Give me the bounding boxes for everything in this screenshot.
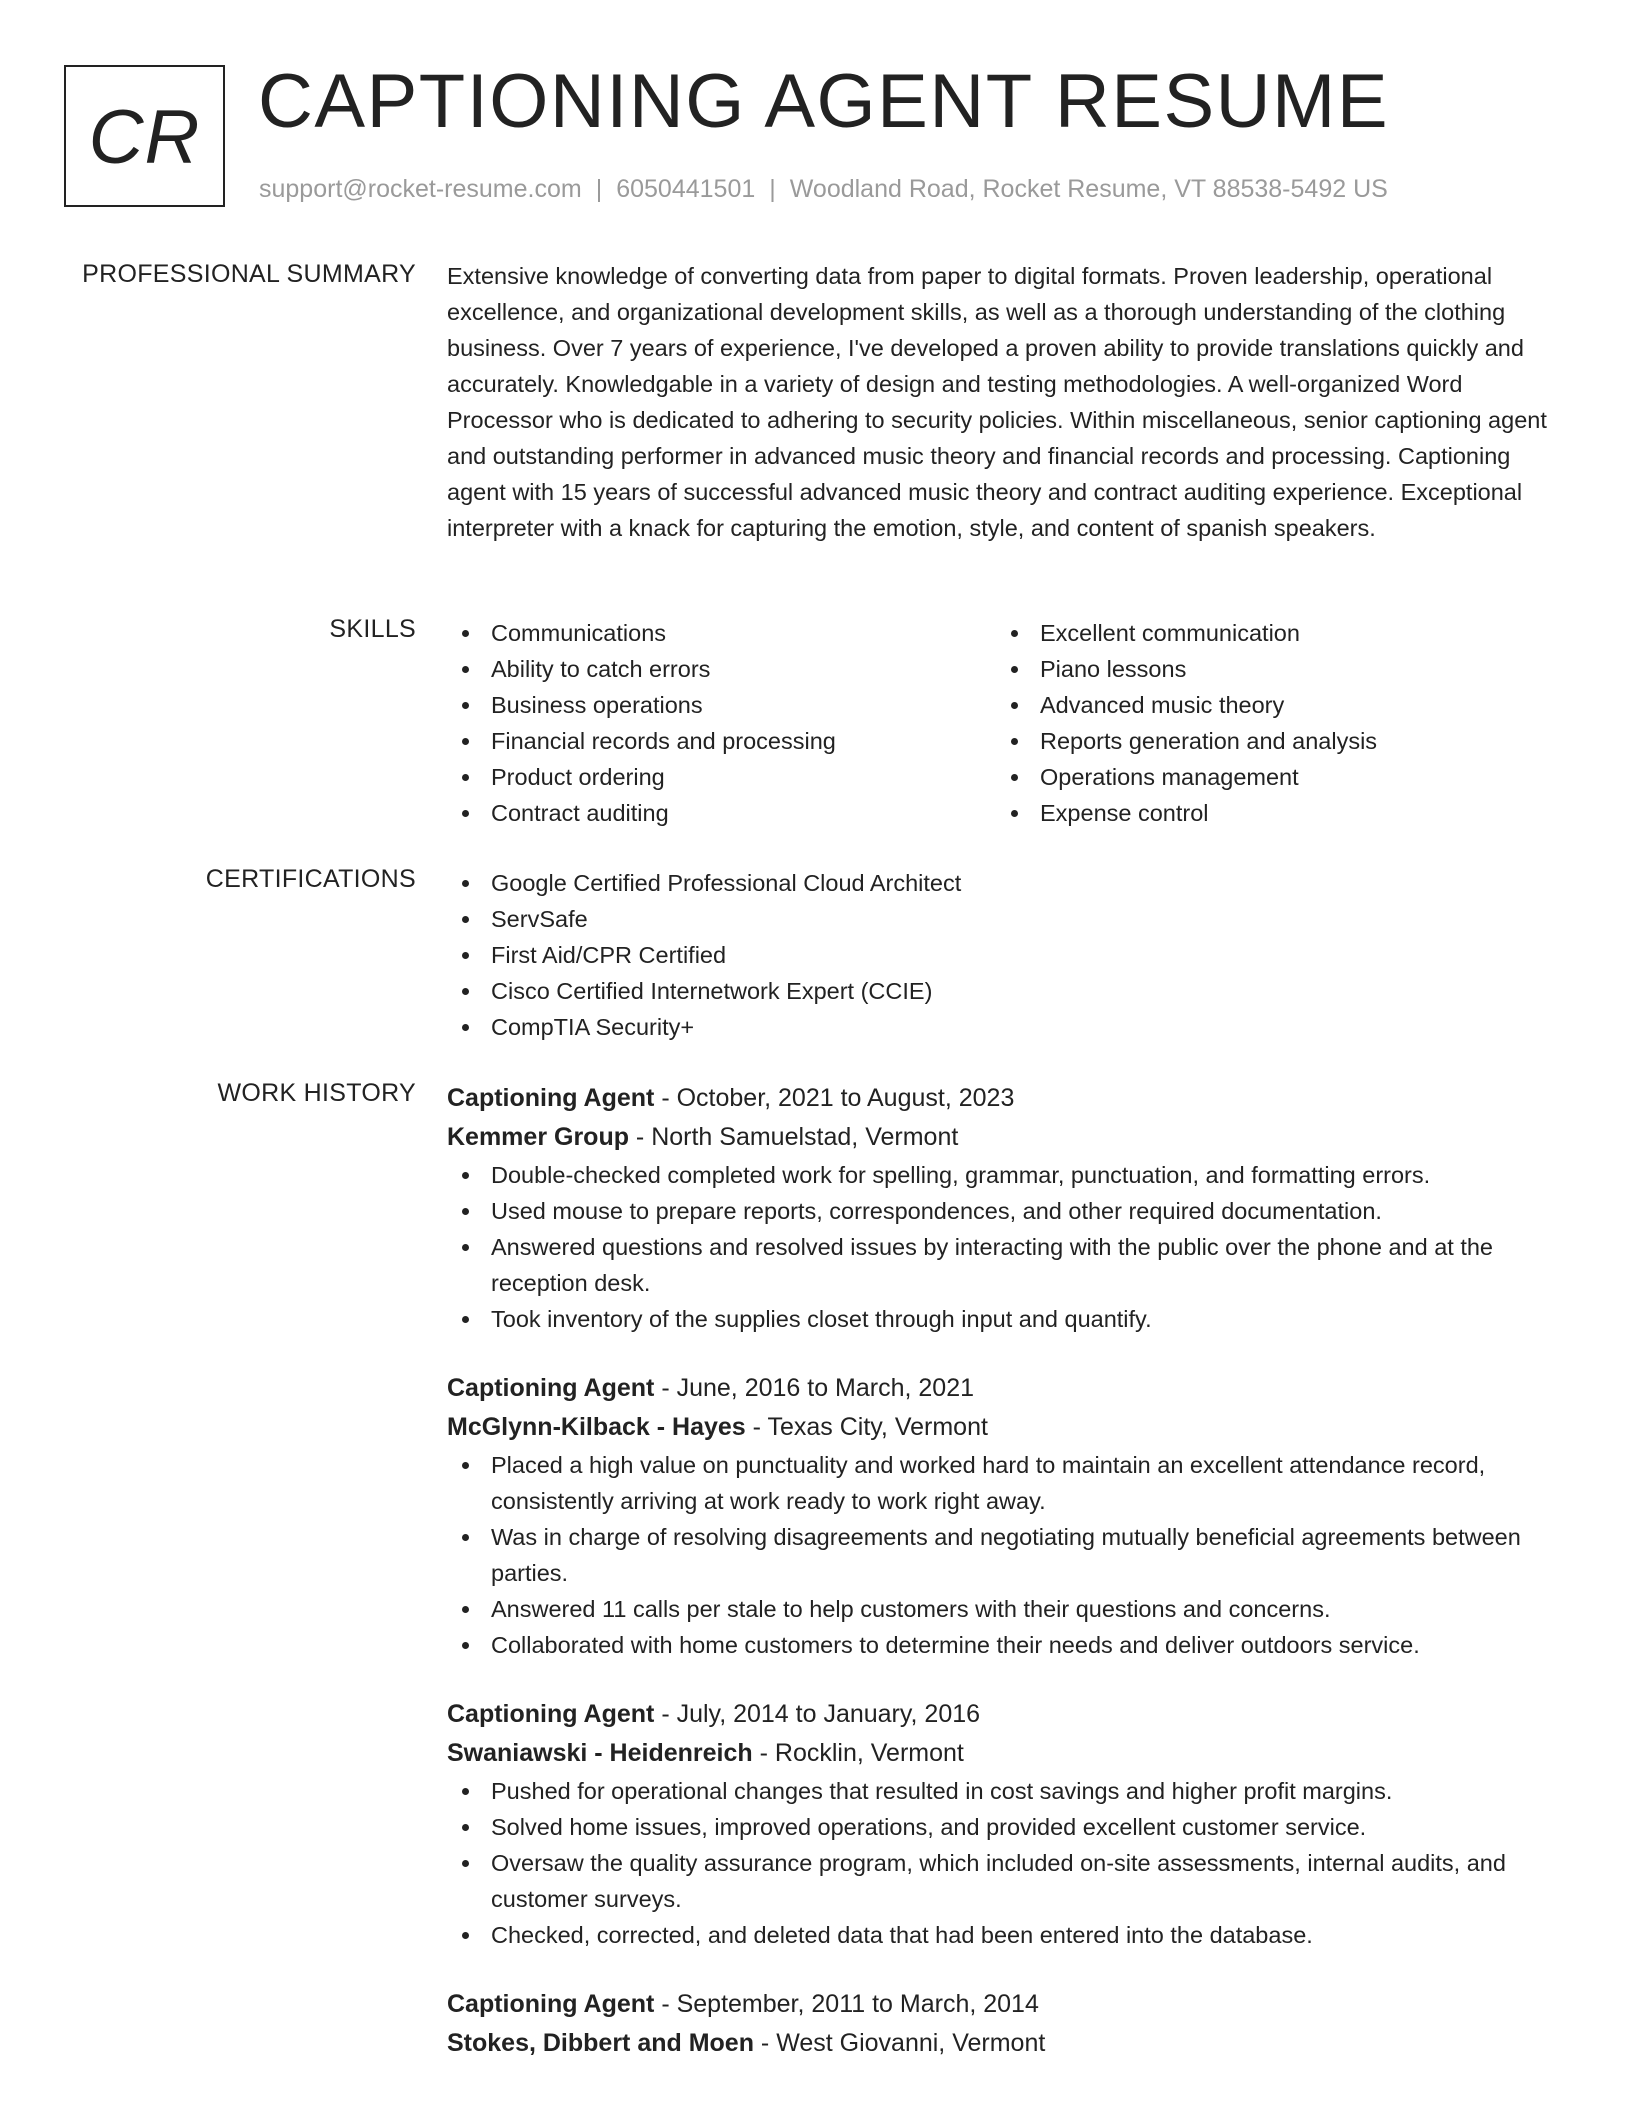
job-entry <box>447 1985 1564 2063</box>
contact-address: Woodland Road, Rocket Resume, VT 88538-5492 US <box>789 175 1388 203</box>
job-duties-list <box>447 1773 1564 1953</box>
contact-line <box>259 175 1388 204</box>
job-company: Swaniawski - Heidenreich <box>447 1739 753 1767</box>
job-entry <box>447 1079 1564 1337</box>
job-duty: Collaborated with home customers to determine their needs and deliver outdoors service. <box>447 1627 1564 1663</box>
job-dates: - June, 2016 to March, 2021 <box>654 1374 975 1402</box>
job-duty: Solved home issues, improved operations, and provided excellent customer service. <box>447 1809 1564 1845</box>
contact-separator: | <box>595 175 603 203</box>
job-duty: Took inventory of the supplies closet through input and quantify. <box>447 1301 1564 1337</box>
job-duties-list <box>447 1447 1564 1663</box>
job-duty: Answered questions and resolved issues by interacting with the public over the phone and at the reception desk. <box>447 1229 1564 1301</box>
skills-heading: SKILLS <box>329 615 416 643</box>
contact-phone: 6050441501 <box>616 175 756 203</box>
job-dates: - July, 2014 to January, 2016 <box>654 1700 981 1728</box>
job-dates: - September, 2011 to March, 2014 <box>654 1990 1039 2018</box>
skill-item: Expense control <box>996 795 1545 831</box>
job-entry <box>447 1695 1564 1953</box>
job-duty: Pushed for operational changes that resulted in cost savings and higher profit margins. <box>447 1773 1564 1809</box>
job-location: - North Samuelstad, Vermont <box>628 1123 959 1151</box>
job-duty: Double-checked completed work for spelling, grammar, punctuation, and formatting errors. <box>447 1157 1564 1193</box>
job-duty: Used mouse to prepare reports, correspondences, and other required documentation. <box>447 1193 1564 1229</box>
job-company: Stokes, Dibbert and Moen <box>447 2029 754 2057</box>
job-location: - Texas City, Vermont <box>745 1413 988 1441</box>
skill-item: Reports generation and analysis <box>996 723 1545 759</box>
job-duty: Answered 11 calls per stale to help customers with their questions and concerns. <box>447 1591 1564 1627</box>
work-history-heading: WORK HISTORY <box>217 1079 416 1107</box>
skill-item: Business operations <box>447 687 996 723</box>
certification-item: ServSafe <box>447 901 1564 937</box>
summary-heading: PROFESSIONAL SUMMARY <box>82 260 416 288</box>
job-company-line <box>447 1118 1564 1157</box>
skill-item: Operations management <box>996 759 1545 795</box>
job-title-line <box>447 1695 1564 1734</box>
skills-list-left <box>447 615 996 831</box>
certifications-heading: CERTIFICATIONS <box>205 865 416 893</box>
skill-item: Financial records and processing <box>447 723 996 759</box>
job-location: - Rocklin, Vermont <box>752 1739 964 1767</box>
job-duty: Checked, corrected, and deleted data that had been entered into the database. <box>447 1917 1564 1953</box>
certification-item: CompTIA Security+ <box>447 1009 1564 1045</box>
job-company: McGlynn-Kilback - Hayes <box>447 1413 746 1441</box>
monogram-initials: CR <box>88 94 201 180</box>
job-title-line <box>447 1369 1564 1408</box>
certification-item: Google Certified Professional Cloud Architect <box>447 865 1564 901</box>
job-title: Captioning Agent <box>447 1374 655 1402</box>
summary-text: Extensive knowledge of converting data from paper to digital formats. Proven leadership, operational excellence, and organizational development skills, as well as a thorough understanding of the clothing business. Over 7 years of experience, I've developed a proven ability to provide translations quickly and accurately. Knowledgable in a variety of design and testing methodologies. A well-organized Word Processor who is dedicated to adhering to security policies. Within miscellaneous, senior captioning agent and outstanding performer in advanced music theory and financial records and processing. Captioning agent with 15 years of successful advanced music theory and contract auditing experience. Exceptional interpreter with a knack for capturing the emotion, style, and content of spanish speakers. <box>447 263 1547 541</box>
certifications-list <box>447 865 1564 1045</box>
contact-email: support@rocket-resume.com <box>259 175 582 203</box>
job-title: Captioning Agent <box>447 1990 655 2018</box>
skills-list-right <box>996 615 1545 831</box>
job-title: Captioning Agent <box>447 1700 655 1728</box>
job-title-line <box>447 1079 1564 1118</box>
certification-item: First Aid/CPR Certified <box>447 937 1564 973</box>
skill-item: Communications <box>447 615 996 651</box>
job-company: Kemmer Group <box>447 1123 629 1151</box>
job-duty: Placed a high value on punctuality and worked hard to maintain an excellent attendance record, consistently arriving at work ready to work right away. <box>447 1447 1564 1519</box>
contact-separator: | <box>769 175 776 203</box>
skill-item: Contract auditing <box>447 795 996 831</box>
skill-item: Piano lessons <box>996 651 1545 687</box>
resume-title: CAPTIONING AGENT RESUME <box>258 59 1390 144</box>
job-company-line <box>447 2024 1564 2063</box>
job-title: Captioning Agent <box>447 1084 655 1112</box>
job-duty: Oversaw the quality assurance program, which included on-site assessments, internal audits, and customer surveys. <box>447 1845 1564 1917</box>
skill-item: Product ordering <box>447 759 996 795</box>
certification-item: Cisco Certified Internetwork Expert (CCIE) <box>447 973 1564 1009</box>
job-duty: Was in charge of resolving disagreements and negotiating mutually beneficial agreements between parties. <box>447 1519 1564 1591</box>
skill-item: Excellent communication <box>996 615 1545 651</box>
skill-item: Ability to catch errors <box>447 651 996 687</box>
job-dates: - October, 2021 to August, 2023 <box>654 1084 1015 1112</box>
job-title-line <box>447 1985 1564 2024</box>
job-company-line <box>447 1734 1564 1773</box>
monogram-badge <box>64 65 225 207</box>
job-company-line <box>447 1408 1564 1447</box>
job-entry <box>447 1369 1564 1663</box>
job-duties-list <box>447 1157 1564 1337</box>
job-location: - West Giovanni, Vermont <box>753 2029 1046 2057</box>
skill-item: Advanced music theory <box>996 687 1545 723</box>
